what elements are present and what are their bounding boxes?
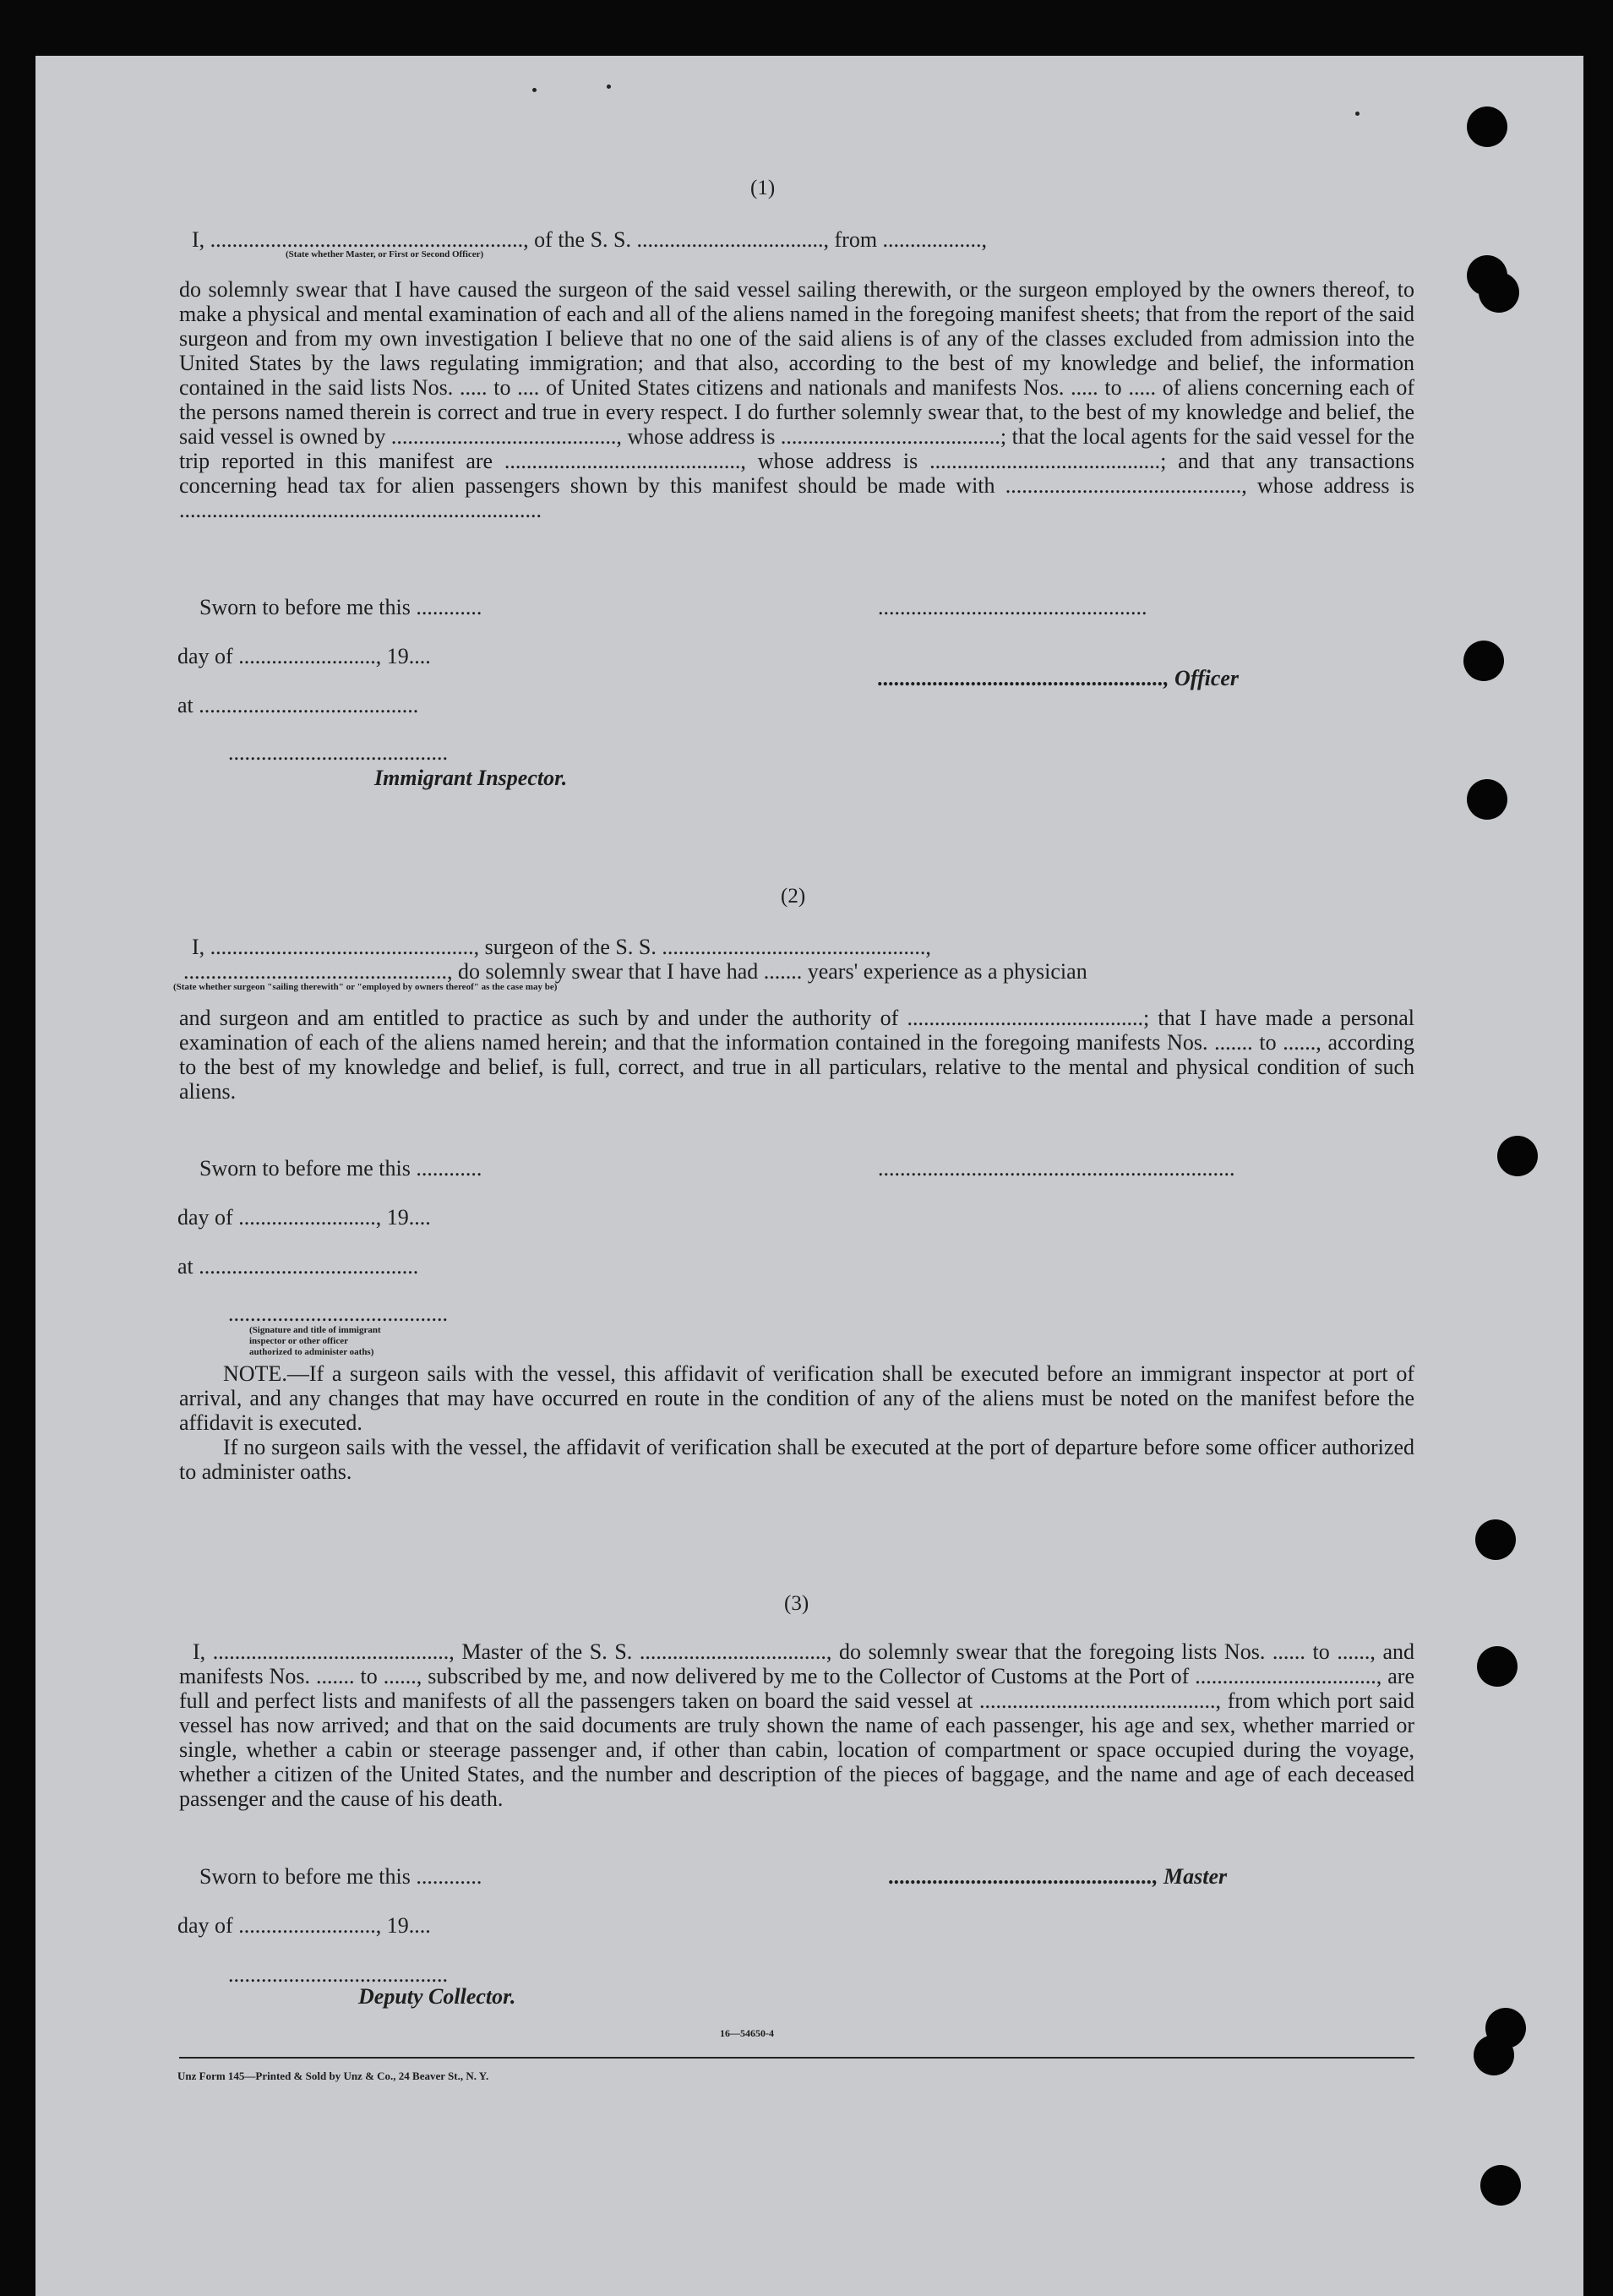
section-1-at: at ........................................ (177, 693, 419, 717)
section-3-signature-line: ........................................ (228, 1962, 448, 1987)
section-3-deputy-title: Deputy Collector. (358, 1984, 516, 2009)
section-1-inspector-title: Immigrant Inspector. (374, 766, 568, 790)
section-2-at: at ........................................ (177, 1254, 419, 1279)
section-2-sworn: Sworn to before me this ............ (199, 1156, 482, 1181)
section-2-caption: (State whether surgeon "sailing therewith" or "employed by owners thereof" as the case may be) (173, 982, 558, 992)
section-3-heading: (3) (784, 1592, 809, 1615)
speck (532, 88, 537, 92)
section-1-body: do solemnly swear that I have caused the surgeon of the said vessel sailing therewith, or the surgeon employed by the owners thereof, to make a physical and mental examination of each and all of the aliens named in the foregoing manifest sheets; that from the report of the said surgeon and from my own investigation I believe that no one of the said aliens is of any of the classes excluded from admission into the United States by the laws regulating immigration; and that also, according to the best of my knowledge and belief, the information contained in the said lists Nos. ..... to .... of United States citizens and nationals and manifests Nos. ..... to ..... of aliens concerning each of the persons named therein is correct and true in every respect. I do further solemnly swear that, to the best of my knowledge and belief, the said vessel is owned by ........................................., whose address is ........................................; that the local agents for the said vessel for the trip reported in this manifest are ..........................................., whose address is ..........................................; and that any transactions concerning head tax for alien passengers shown by this manifest should be made with ..........................................., whose address is .................................................................. (179, 277, 1415, 522)
section-1-officer-line-top: ................................................. (878, 595, 1147, 619)
speck (1355, 112, 1360, 116)
punch-hole (1463, 641, 1504, 681)
section-2-body: and surgeon and am entitled to practice as such by and under the authority of ...........................................; that I have made a personal examination of each of the aliens named herein; and that the information contained in the foregoing manifests Nos. ....... to ......, according to the best of my knowledge and belief, is full, correct, and true in all particulars, relative to the mental and physical condition of such aliens. (179, 1006, 1414, 1104)
punch-hole (1467, 779, 1507, 820)
punch-hole (1497, 1136, 1538, 1176)
punch-hole (1477, 1646, 1518, 1687)
punch-hole (1467, 106, 1507, 147)
section-2-note-1: NOTE.—If a surgeon sails with the vessel, this affidavit of verification shall be executed before an immigrant inspector at port of arrival, and any changes that may have occurred en route in the condition of any of the aliens must be noted on the manifest before the affidavit is executed. (179, 1361, 1414, 1435)
section-1-declarant-line: I, ........................................................., of the S. S. .................................., from .................., (192, 227, 988, 252)
section-2-heading: (2) (781, 885, 806, 908)
section-2-signature-line: ........................................ (228, 1301, 448, 1326)
section-3-body: I, ..........................................., Master of the S. S. .................................., do solemnly swear that the foregoing lists Nos. ...... to ......, and manifests Nos. ....... to ......, subscribed by me, and now delivered by me to the Collector of Customs at the Port of ................................., are full and perfect lists and manifests of all the passengers taken on board the said vessel at ..........................................., from which port said vessel has now arrived; and that on the said documents are truly shown the name of each passenger, his age and sex, whether married or single, whether a cabin or steerage passenger and, if other than cabin, location of compartment or space occupied during the voyage, whether a citizen of the United States, and the number and description of the pieces of baggage, and the name and age of each deceased passenger and the cause of his death. (179, 1639, 1414, 1811)
printer-imprint: Unz Form 145—Printed & Sold by Unz & Co., 24 Beaver St., N. Y. (177, 2070, 489, 2082)
section-3-sworn: Sworn to before me this ............ (199, 1864, 482, 1889)
section-2-experience-line: ................................................, do solemnly swear that I have had ....... years' experience as a physician (183, 959, 1087, 984)
section-1-caption: (State whether Master, or First or Second Officer) (286, 249, 484, 259)
section-2-signature-caption: (Signature and title of immigrant inspector or other officer authorized to administer oaths) (249, 1325, 381, 1357)
section-3-day: day of ........................., 19.... (177, 1913, 431, 1938)
section-3-master-line: ................................................, Master (889, 1864, 1228, 1889)
footer-rule (179, 2057, 1414, 2059)
section-1-signature-line: ........................................ (228, 740, 448, 765)
punch-hole (1480, 2165, 1521, 2206)
section-2-day: day of ........................., 19.... (177, 1205, 431, 1230)
punch-hole (1475, 1519, 1516, 1560)
section-2-right-line: ................................................................. (878, 1156, 1235, 1181)
manifest-page (35, 56, 1583, 2296)
speck (607, 85, 611, 89)
section-1-officer-line: ...................................................., Officer (878, 666, 1240, 690)
section-1-sworn: Sworn to before me this ............ (199, 595, 482, 619)
section-1-heading: (1) (750, 177, 776, 199)
section-1-day: day of ........................., 19.... (177, 644, 431, 668)
punch-hole (1474, 2035, 1514, 2075)
form-code: 16—54650-4 (720, 2027, 774, 2039)
punch-hole (1479, 272, 1519, 313)
section-2-surgeon-line: I, ................................................, surgeon of the S. S. ................................................, (192, 935, 931, 959)
section-2-note-2: If no surgeon sails with the vessel, the affidavit of verification shall be executed at the port of departure before some officer authorized to administer oaths. (179, 1435, 1414, 1484)
